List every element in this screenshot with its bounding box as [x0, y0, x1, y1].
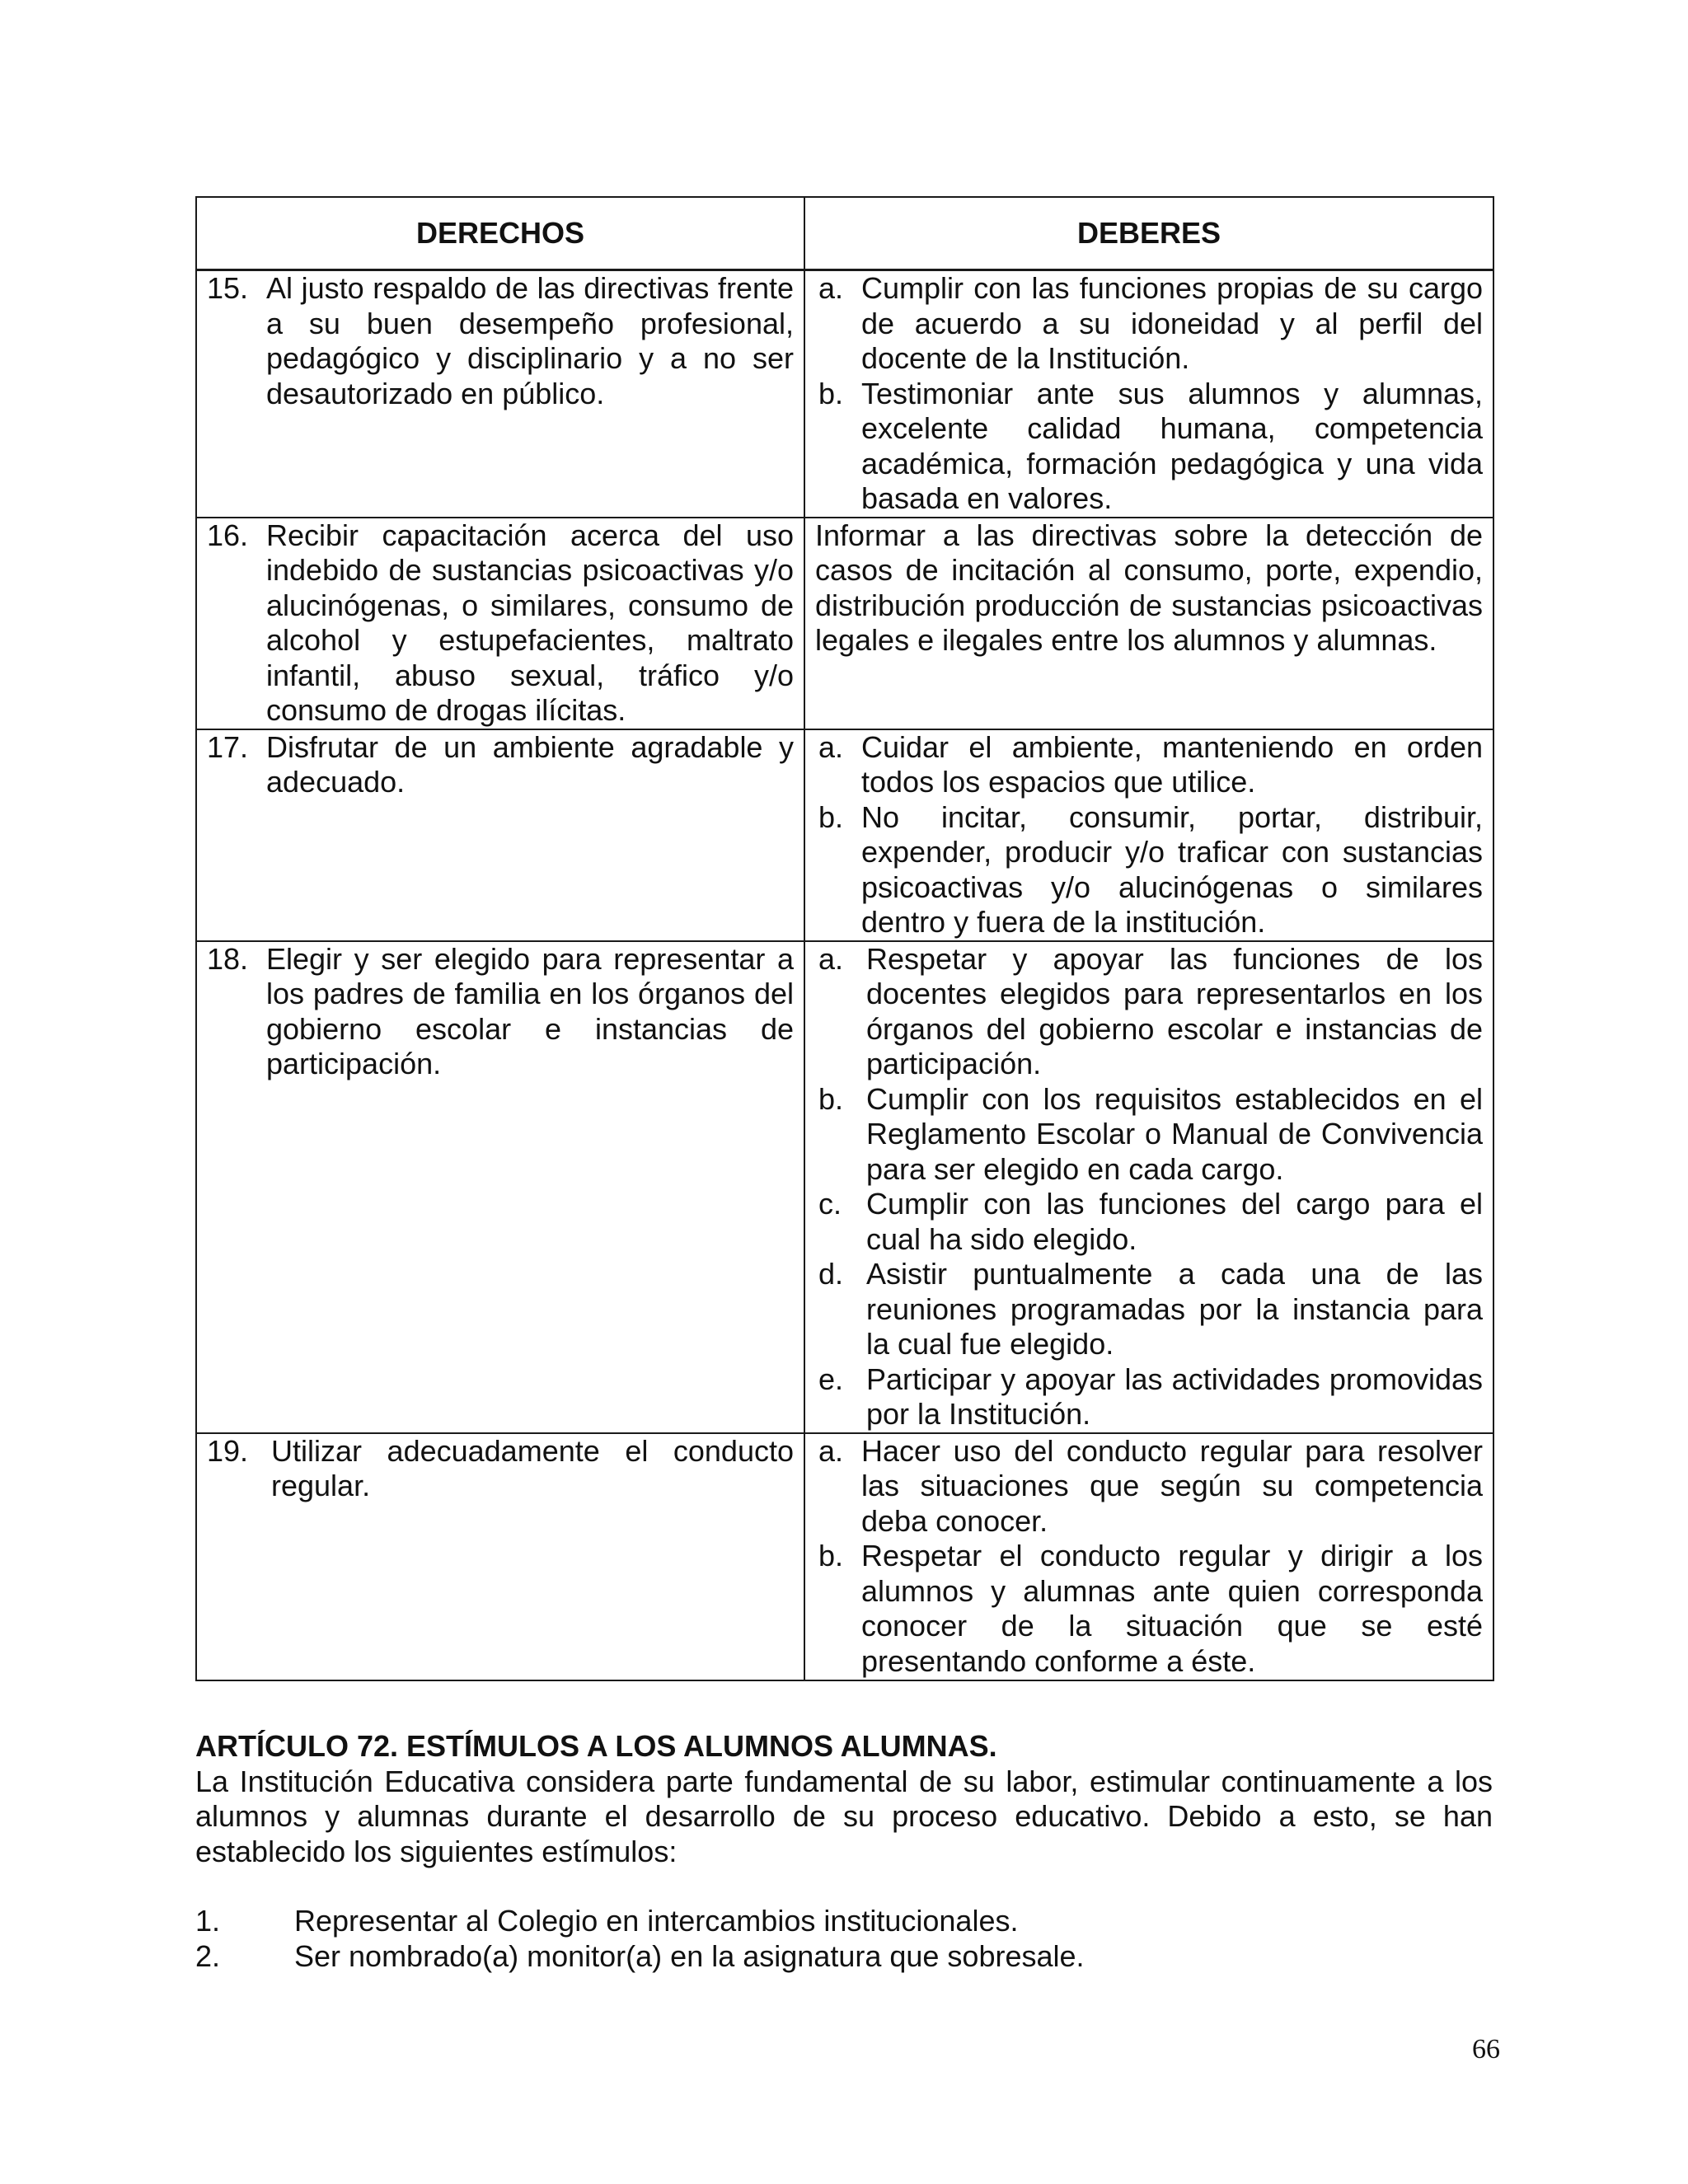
right-cell [196, 729, 804, 941]
duty-item [815, 1187, 1483, 1257]
table-row [196, 941, 1493, 1433]
header-derechos: DERECHOS [196, 197, 804, 270]
right-cell [196, 941, 804, 1433]
right-number: 19. [207, 1433, 249, 1468]
duty-letter: d. [818, 1257, 844, 1291]
right-cell [196, 270, 804, 518]
duty-cell [804, 1433, 1493, 1680]
right-text: Utilizar adecuadamente el conducto regular. [271, 1433, 794, 1502]
duty-letter: a. [818, 271, 844, 305]
duty-item [815, 942, 1483, 1082]
duty-cell [804, 270, 1493, 518]
duty-text: Respetar y apoyar las funciones de los docentes elegidos para representarlos en los órganos del gobierno escolar e instancias de participación. [866, 941, 1483, 1080]
article-section [195, 1729, 1493, 1974]
page-number: 66 [1472, 2034, 1500, 2064]
right-text: Recibir capacitación acerca del uso indebido de sustancias psicoactivas y/o alucinógenas, o similares, consumo de alcohol y estupefacientes, maltrato infantil, abuso sexual, tráfico y/o consumo de drogas ilícitas. [266, 518, 794, 727]
duty-cell [804, 941, 1493, 1433]
right-text: Elegir y ser elegido para representar a los padres de familia en los órganos del gobierno escolar e instancias de participación. [266, 941, 794, 1080]
duty-letter: e. [818, 1361, 844, 1396]
duty-item [815, 1257, 1483, 1362]
duty-letter: a. [818, 941, 844, 976]
duty-item [815, 800, 1483, 940]
rights-duties-table [195, 196, 1494, 1681]
table-header-row [196, 197, 1493, 270]
list-text: Representar al Colegio en intercambios institucionales. [294, 1904, 1019, 1938]
duty-letter: a. [818, 729, 844, 764]
duty-text: Respetar el conducto regular y dirigir a los alumnos y alumnas ante quien corresponda conocer de la situación que se esté presentando conforme a éste. [861, 1539, 1483, 1678]
duty-letter: a. [818, 1433, 844, 1468]
list-item [195, 1904, 1493, 1939]
article-body: La Institución Educativa considera parte fundamental de su labor, estimular continuamente a los alumnos y alumnas durante el desarrollo de su proceso educativo. Debido a esto, se han establecido los siguientes estímulos: [195, 1764, 1493, 1868]
list-text: Ser nombrado(a) monitor(a) en la asignatura que sobresale. [294, 1938, 1085, 1973]
list-number: 1. [195, 1904, 221, 1938]
duty-text: Cumplir con los requisitos establecidos en el Reglamento Escolar o Manual de Convivencia para ser elegido en cada cargo. [866, 1081, 1483, 1186]
duty-letter: b. [818, 376, 844, 410]
stimuli-list [195, 1904, 1493, 1974]
duty-item [815, 1434, 1483, 1540]
right-text: Disfrutar de un ambiente agradable y adecuado. [266, 729, 794, 799]
table-row [196, 518, 1493, 729]
header-deberes: DEBERES [804, 197, 1493, 270]
list-number: 2. [195, 1938, 221, 1973]
right-number: 18. [207, 941, 249, 976]
duty-item [815, 271, 1483, 377]
duty-text: Cumplir con las funciones propias de su cargo de acuerdo a su idoneidad y al perfil del docente de la Institución. [861, 271, 1483, 375]
duty-letter: c. [818, 1187, 842, 1221]
duty-cell [804, 729, 1493, 941]
duty-text: Cumplir con las funciones del cargo para el cual ha sido elegido. [866, 1187, 1483, 1256]
duty-text: Testimoniar ante sus alumnos y alumnas, excelente calidad humana, competencia académica, formación pedagógica y una vida basada en valores. [861, 376, 1483, 515]
right-number: 17. [207, 729, 249, 764]
duty-item [815, 1539, 1483, 1679]
list-item [195, 1939, 1493, 1975]
right-cell [196, 518, 804, 729]
right-cell [196, 1433, 804, 1680]
duty-item [815, 1362, 1483, 1432]
right-number: 16. [207, 518, 249, 552]
duty-letter: b. [818, 799, 844, 834]
duty-text: No incitar, consumir, portar, distribuir, expender, producir y/o traficar con sustancias psicoactivas y/o alucinógenas o similares dentro y fuera de la institución. [861, 799, 1483, 939]
table-row [196, 270, 1493, 518]
duty-item [815, 1082, 1483, 1188]
duty-letter: b. [818, 1081, 844, 1116]
article-title: ARTÍCULO 72. ESTÍMULOS A LOS ALUMNOS ALUMNAS. [195, 1729, 997, 1763]
duty-letter: b. [818, 1539, 844, 1572]
duty-text: Participar y apoyar las actividades promovidas por la Institución. [866, 1361, 1483, 1431]
duty-text: Asistir puntualmente a cada una de las reuniones programadas por la instancia para la cual fue elegido. [866, 1257, 1483, 1361]
duty-text: Cuidar el ambiente, manteniendo en orden todos los espacios que utilice. [861, 729, 1483, 799]
right-text: Al justo respaldo de las directivas frente a su buen desempeño profesional, pedagógico y disciplinario y a no ser desautorizado en público. [266, 271, 794, 410]
duty-text: Informar a las directivas sobre la detección de casos de incitación al consumo, porte, expendio, distribución producción de sustancias psicoactivas legales e ilegales entre los alumnos y alumnas. [815, 518, 1483, 657]
duty-item [815, 730, 1483, 800]
duty-cell [804, 518, 1493, 729]
duty-item [815, 377, 1483, 517]
right-number: 15. [207, 271, 249, 305]
table-row [196, 729, 1493, 941]
duty-text: Hacer uso del conducto regular para resolver las situaciones que según su competencia deba conocer. [861, 1433, 1483, 1538]
table-row [196, 1433, 1493, 1680]
